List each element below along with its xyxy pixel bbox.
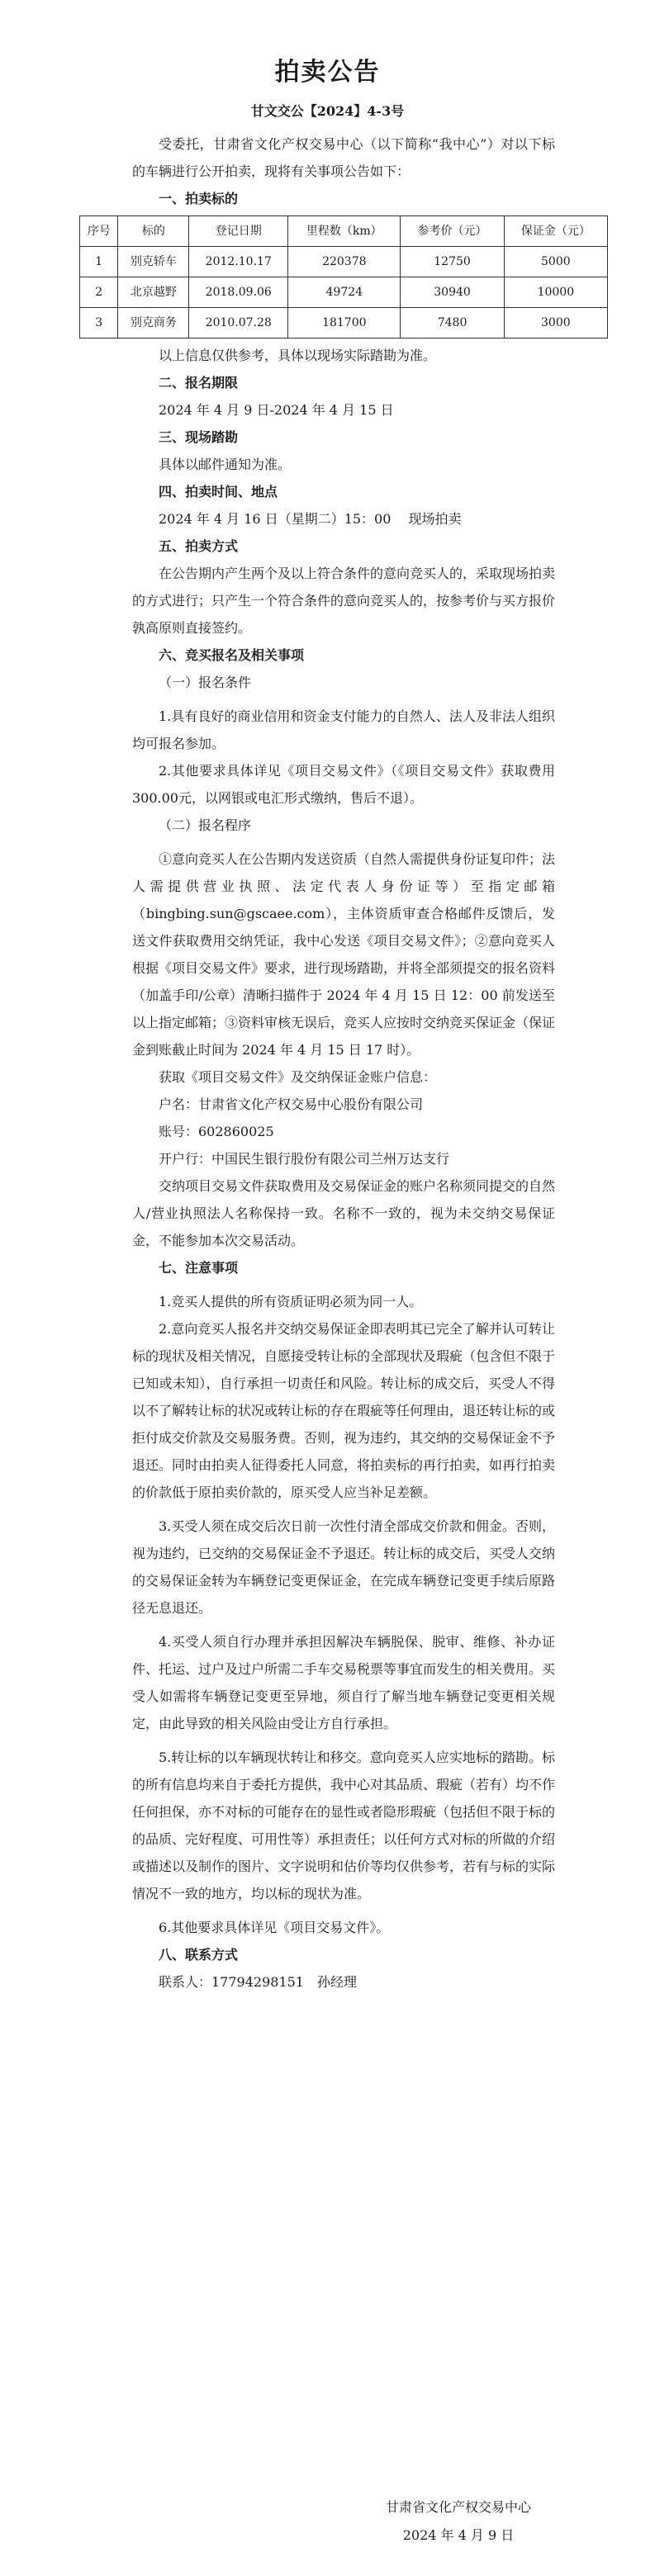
table-cell: 1 xyxy=(80,247,118,277)
document-number: 甘文交公【2024】4-3号 xyxy=(250,103,405,119)
table-row xyxy=(80,308,608,339)
table-cell: 181700 xyxy=(288,308,401,339)
table-cell: 12750 xyxy=(401,247,504,277)
auction-items-table xyxy=(79,215,608,339)
bank-name: 开户行：中国民生银行股份有限公司兰州万达支行 xyxy=(159,1151,450,1167)
auction-method-text: 在公告期内产生两个及以上符合条件的意向竞买人的，采取现场拍卖的方式进行；只产生一个符合条件的意向竞买人的，按参考价与买方报价孰高原则直接签约。 xyxy=(132,566,556,636)
table-cell: 2010.07.28 xyxy=(189,308,288,339)
table-cell: 220378 xyxy=(288,247,401,277)
table-cell: 7480 xyxy=(401,308,504,339)
section-3-heading: 三、现场踏勘 xyxy=(159,429,239,445)
header-cell: 登记日期 xyxy=(189,216,288,247)
table-cell: 10000 xyxy=(504,277,607,308)
subsection-registration-conditions: （一）报名条件 xyxy=(159,675,252,690)
header-cell: 保证金（元） xyxy=(504,216,607,247)
account-name: 户名：甘肃省文化产权交易中心股份有限公司 xyxy=(159,1096,424,1112)
table-cell: 2018.09.06 xyxy=(189,277,288,308)
table-row xyxy=(80,277,608,308)
header-cell: 里程数（km） xyxy=(288,216,401,247)
table-cell: 49724 xyxy=(288,277,401,308)
subsection-registration-procedure: （二）报名程序 xyxy=(159,817,252,833)
table-cell: 5000 xyxy=(504,247,607,277)
table-cell: 3 xyxy=(80,308,118,339)
notice-paragraph: 4.买受人须自行办理并承担因解决车辆脱保、脱审、维修、补办证件、托运、过户及过户所需二手车交易税票等事宜而发生的相关费用。买受人如需将车辆登记变更至异地，须自行了解当地车辆登记变更相关规定，由此导致的相关风险由受让方自行承担。 xyxy=(132,1634,556,1731)
contact-info: 联系人：17794298151 孙经理 xyxy=(159,1974,357,1990)
section-6-heading: 六、竞买报名及相关事项 xyxy=(159,647,305,663)
section-1-heading: 一、拍卖标的 xyxy=(159,191,239,206)
table-cell: 2012.10.17 xyxy=(189,247,288,277)
section-7-heading: 七、注意事项 xyxy=(159,1260,239,1276)
procedure-paragraph: ①意向竞买人在公告期内发送资质（自然人需提供身份证复印件；法人需提供营业执照、法定代表人身份证等）至指定邮箱（bingbing.sun@gscaee.com），主体资质审查合格邮件反馈后，发送文件获取费用交纳凭证，我中心发送《项目交易文件》；②意向竞买人根据《项目交易文件》要求，进行现场踏勘，并将全部须提交的报名资料（加盖手印/公章）清晰扫描件于 2024 年 4 月 15 日 12：00 前发送至以上指定邮箱；③资料审核无误后，竞买人应按时交纳竞买保证金（保证金到账截止时间为 2024 年 4 月 15 日 17 时）。 xyxy=(132,851,556,1058)
account-note: 交纳项目交易文件获取费用及交易保证金的账户名称须同提交的自然人/营业执照法人名称保持一致。名称不一致的，视为未交纳交易保证金，不能参加本次交易活动。 xyxy=(132,1178,556,1248)
notice-paragraph: 5.转让标的以车辆现状转让和移交。意向竞买人应实地标的踏勘。标的所有信息均来自于委托方提供，我中心对其品质、瑕疵（若有）均不作任何担保，亦不对标的可能存在的显性或者隐形瑕疵（包括但不限于标的的品质、完好程度、可用性等）承担责任；以任何方式对标的所做的介绍或描述以及制作的图片、文字说明和估价等均仅供参考，若有与标的实际情况不一致的地方，均以标的现状为准。 xyxy=(132,1750,556,1901)
table-cell: 30940 xyxy=(401,277,504,308)
signature-block xyxy=(386,2493,531,2550)
section-5-heading: 五、拍卖方式 xyxy=(159,538,239,554)
announcement-body xyxy=(87,130,591,1996)
table-cell: 北京越野 xyxy=(118,277,189,308)
condition-paragraph: 2.其他要求具体详见《项目交易文件》（《项目交易文件》获取费用300.00元，以网银或电汇形式缴纳，售后不退）。 xyxy=(132,763,555,806)
table-cell: 3000 xyxy=(504,308,607,339)
registration-period: 2024 年 4 月 9 日-2024 年 4 月 15 日 xyxy=(159,402,394,418)
auction-time-place: 2024 年 4 月 16 日（星期二）15：00 现场拍卖 xyxy=(159,511,462,527)
intro-paragraph: 受委托，甘肃省文化产权交易中心（以下简称“我中心”）对以下标的车辆进行公开拍卖，现将有关事项公告如下： xyxy=(132,136,555,179)
header-cell: 序号 xyxy=(80,216,118,247)
table-note: 以上信息仅供参考，具体以现场实际踏勘为准。 xyxy=(159,348,437,363)
section-4-heading: 四、拍卖时间、地点 xyxy=(159,484,278,500)
header-cell: 参考价（元） xyxy=(401,216,504,247)
table-cell: 别克商务 xyxy=(118,308,189,339)
account-number: 账号：602860025 xyxy=(159,1124,274,1139)
header-cell: 标的 xyxy=(118,216,189,247)
notice-paragraph: 1.竞买人提供的所有资质证明必须为同一人。 xyxy=(159,1294,423,1309)
section-2-heading: 二、报名期限 xyxy=(159,375,239,391)
notice-paragraph: 6.其他要求具体详见《项目交易文件》。 xyxy=(159,1920,390,1935)
notice-paragraph: 3.买受人须在成交后次日前一次性付清全部成交价款和佣金。否则，视为违约，已交纳的交易保证金不予退还。转让标的成交后，买受人交纳的交易保证金转为车辆登记变更保证金，在完成车辆登记变更手续后原路径无息退还。 xyxy=(132,1518,556,1616)
account-intro: 获取《项目交易文件》及交纳保证金账户信息： xyxy=(159,1069,437,1085)
page-title: 拍卖公告 xyxy=(274,58,381,87)
site-inspection-text: 具体以邮件通知为准。 xyxy=(159,457,292,472)
signature-org: 甘肃省文化产权交易中心 xyxy=(385,2499,531,2515)
notice-paragraph: 2.意向竞买人报名并交纳交易保证金即表明其已完全了解并认可转让标的现状及相关情况，自愿接受转让标的全部现状及瑕疵（包含但不限于已知或未知），自行承担一切责任和风险。转让标的成交后，买受人不得以不了解转让标的状况或转让标的存在瑕疵等任何理由，退还转让标的或拒付成交价款及交易服务费。否则，视为违约，其交纳的交易保证金不予退还。同时由拍卖人征得委托人同意，将拍卖标的再行拍卖，如再行拍卖的价款低于原拍卖价款的，原买受人应当补足差额。 xyxy=(132,1321,556,1500)
signature-date: 2024 年 4 月 9 日 xyxy=(402,2527,515,2543)
table-cell: 2 xyxy=(80,277,118,308)
table-row xyxy=(80,247,608,277)
table-header-row xyxy=(80,216,608,247)
table-cell: 别克轿车 xyxy=(118,247,189,277)
condition-paragraph: 1.具有良好的商业信用和资金支付能力的自然人、法人及非法人组织均可报名参加。 xyxy=(132,708,555,751)
section-8-heading: 八、联系方式 xyxy=(159,1947,239,1963)
